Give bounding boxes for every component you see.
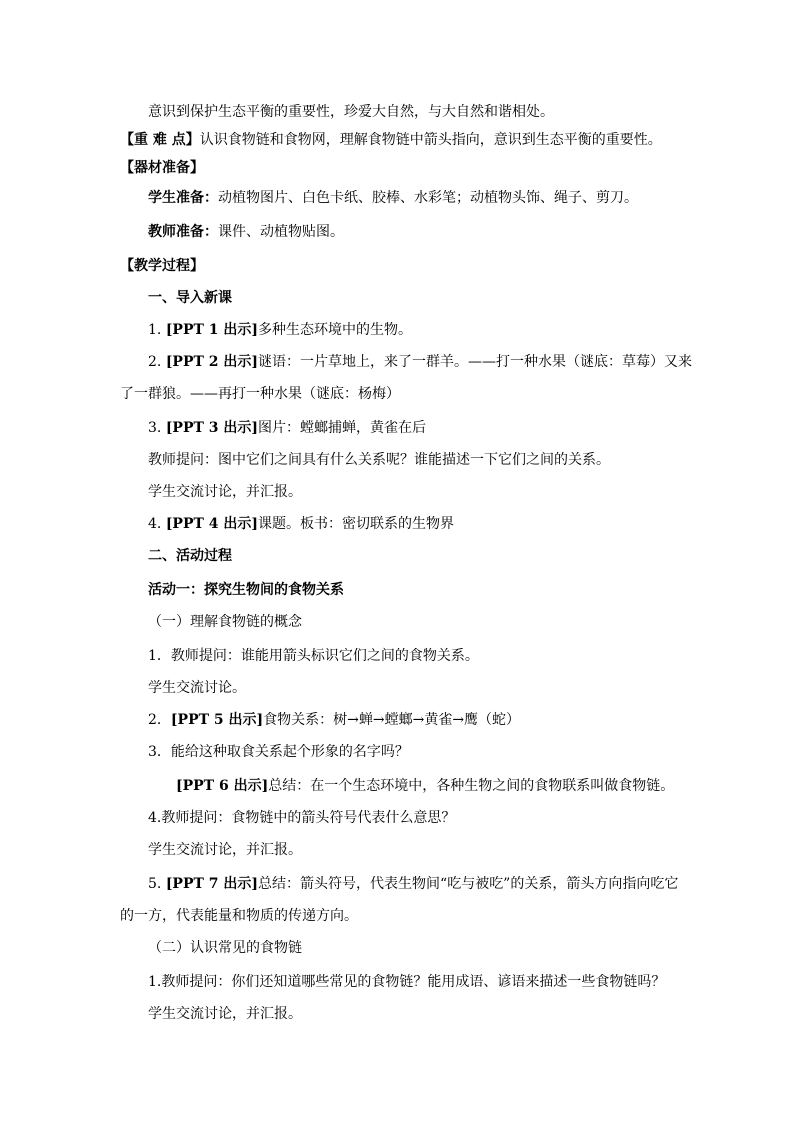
paragraph-food-chain-summary: [PPT 6 出示]总结：在一个生态环境中，各种生物之间的食物联系叫做食物链。 — [176, 778, 675, 794]
paragraph-arrow-question: 1．教师提问：谁能用箭头标识它们之间的食物关系。 — [148, 648, 479, 664]
paragraph-student-discuss-1: 学生交流讨论，并汇报。 — [148, 484, 302, 500]
paragraph-step-3: 3. [PPT 3 出示]图片：螳螂捕蝉，黄雀在后 — [148, 420, 427, 436]
paragraph-student-discuss-2: 学生交流讨论。 — [148, 680, 246, 696]
paragraph-teacher-prep: 教师准备：课件、动植物贴图。 — [148, 224, 344, 240]
paragraph-common-chain-question: 1.教师提问：你们还知道哪些常见的食物链？能用成语、谚语来描述一些食物链吗？ — [148, 974, 666, 990]
section-label: 【重 难 点】 — [120, 132, 200, 148]
paragraph-naming-question: 3．能给这种取食关系起个形象的名字吗？ — [148, 744, 409, 760]
paragraph-step-2: 2. [PPT 2 出示]谜语：一片草地上，来了一群羊。——打一种水果（谜底：草莓）又来 — [148, 354, 693, 370]
section-heading-process: 【教学过程】 — [120, 258, 204, 274]
paragraph-step-2-cont: 了一群狼。——再打一种水果（谜底：杨梅） — [120, 386, 400, 402]
paragraph-step-4: 4. [PPT 4 出示]课题。板书：密切联系的生物界 — [148, 516, 455, 532]
subheading-food-chain-concept: （一）理解食物链的概念 — [148, 614, 302, 630]
section-heading-materials: 【器材准备】 — [120, 160, 204, 176]
paragraph-arrow-summary-cont: 的一方，代表能量和物质的传递方向。 — [120, 908, 358, 924]
paragraph-key-points: 【重 难 点】认识食物链和食物网，理解食物链中箭头指向，意识到生态平衡的重要性。 — [120, 132, 662, 148]
paragraph-arrow-meaning-question: 4.教师提问：食物链中的箭头符号代表什么意思？ — [148, 810, 456, 826]
paragraph-student-discuss-3: 学生交流讨论，并汇报。 — [148, 842, 302, 858]
paragraph-step-1: 1. [PPT 1 出示]多种生态环境中的生物。 — [148, 322, 413, 338]
subheading-activity-one: 活动一：探究生物间的食物关系 — [148, 582, 344, 598]
paragraph-goal: 意识到保护生态平衡的重要性，珍爱大自然，与大自然和谐相处。 — [148, 104, 554, 120]
paragraph-food-relation: 2．[PPT 5 出示]食物关系：树→蝉→螳螂→黄雀→鹰（蛇） — [148, 712, 521, 728]
subheading-activity-process: 二、活动过程 — [148, 548, 232, 564]
paragraph-arrow-summary: 5. [PPT 7 出示]总结：箭头符号，代表生物间“吃与被吃”的关系，箭头方向指向吃它 — [148, 876, 679, 892]
subheading-common-food-chains: （二）认识常见的食物链 — [148, 940, 302, 956]
subheading-intro: 一、导入新课 — [148, 290, 232, 306]
paragraph-student-prep: 学生准备：动植物图片、白色卡纸、胶棒、水彩笔；动植物头饰、绳子、剪刀。 — [148, 190, 638, 206]
paragraph-teacher-question-1: 教师提问：图中它们之间具有什么关系呢？谁能描述一下它们之间的关系。 — [148, 452, 610, 468]
paragraph-student-discuss-4: 学生交流讨论，并汇报。 — [148, 1006, 302, 1022]
